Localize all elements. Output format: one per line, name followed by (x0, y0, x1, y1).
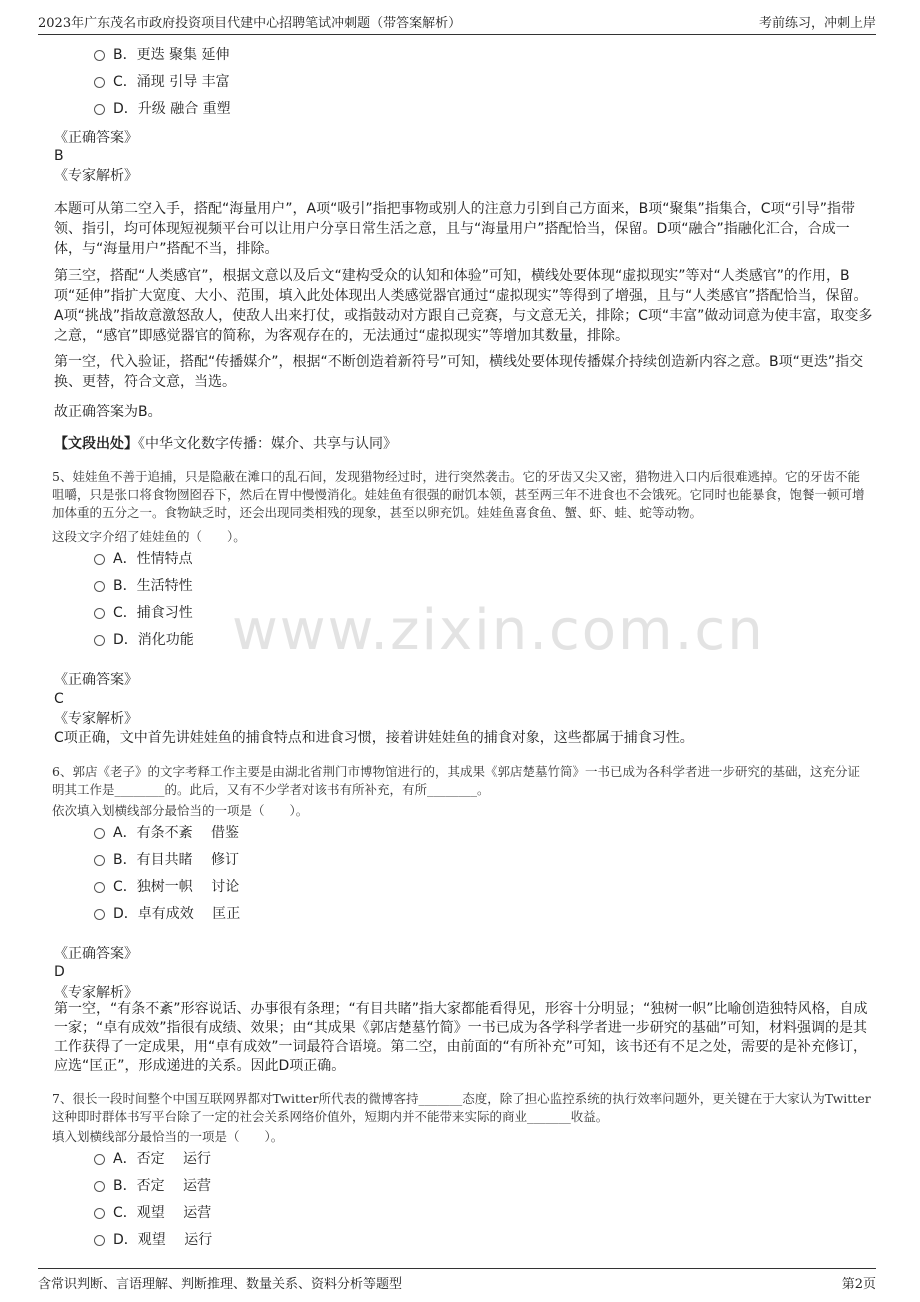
q4-answer-label: 《正确答案》 (54, 130, 138, 146)
document-title: 2023年广东茂名市政府投资项目代建中心招聘笔试冲刺题（带答案解析） (38, 16, 462, 31)
q5-answer-label: 《正确答案》 (54, 672, 138, 688)
q7-option-d[interactable]: D．观望 运行 (94, 1229, 212, 1251)
radio-icon[interactable] (94, 882, 105, 893)
page-number: 第2页 (841, 1277, 876, 1292)
q6-answer: D (54, 964, 65, 980)
q6-stem: 6、郭店《老子》的文字考释工作主要是由湖北省荆门市博物馆进行的，其成果《郭店楚墓竹简》一书已成为各科学者进一步研究的基础，这充分证明其工作是________的。此后，又有不少学者对该书有所补充，有所________。 (52, 764, 860, 797)
q4-option-c[interactable]: C．涌现 引导 丰富 (94, 71, 230, 93)
q5-option-d[interactable]: D．消化功能 (94, 629, 194, 651)
q4-analysis-paragraph: 第三空，搭配“人类感官”，根据文意以及后文“建构受众的认知和体验”可知，横线处要体现“虚拟现实”等对“人类感官”的作用，B项“延伸”指扩大宽度、大小、范围，填入此处体现出人类感觉器官通过“虚拟现实”等得到了增强，且与“人类感官”搭配恰当，保留。A项“挑战”指故意激怒敌人，使敌人出来打仗，或指鼓动对方跟自己竞赛，与文意无关，排除；C项“丰富”做动词意为使丰富，取变多之意，“感官”即感觉器官的简称，为客观存在的，无法通过“虚拟现实”等增加其数量，排除。 (54, 268, 873, 344)
radio-icon[interactable] (94, 1154, 105, 1165)
q4-conclusion: 故正确答案为B。 (54, 404, 162, 420)
radio-icon[interactable] (94, 50, 105, 61)
q5-option-c[interactable]: C．捕食习性 (94, 602, 193, 624)
radio-icon[interactable] (94, 608, 105, 619)
header-slogan: 考前练习，冲刺上岸 (758, 16, 876, 31)
q7-option-c[interactable]: C．观望 运营 (94, 1202, 211, 1224)
q6-analysis: 第一空，“有条不紊”形容说话、办事很有条理；“有目共睹”指大家都能看得见，形容十分明显；“独树一帜”比喻创造独特风格，自成一家；“卓有成效”指很有成绩、效果；由“其成果《郭店楚墓竹简》一书已成为各学科学者进一步研究的基础”可知，材料强调的是其工作获得了一定成果，用“卓有成效”一词最符合语境。第二空，由前面的“有所补充”可知，该书还有不足之处，需要的是补充修订，应选“匡正”，形成递进的关系。因此D项正确。 (54, 1001, 868, 1074)
radio-icon[interactable] (94, 855, 105, 866)
radio-icon[interactable] (94, 635, 105, 646)
q7-prompt: 填入划横线部分最恰当的一项是（ ）。 (52, 1129, 284, 1144)
q6-option-a[interactable]: A．有条不紊 借鉴 (94, 822, 239, 844)
source-tag: 【文段出处】 (54, 436, 138, 452)
q5-analysis: C项正确，文中首先讲娃娃鱼的捕食特点和进食习惯，接着讲娃娃鱼的捕食对象，这些都属于捕食习性。 (54, 730, 694, 746)
q7-option-b[interactable]: B．否定 运营 (94, 1175, 211, 1197)
page-header (38, 12, 876, 35)
q4-option-d[interactable]: D．升级 融合 重塑 (94, 98, 231, 120)
q6-option-b[interactable]: B．有目共睹 修订 (94, 849, 239, 871)
q7-stem: 7、很长一段时间整个中国互联网界都对Twitter所代表的微博客持_______态度，除了担心监控系统的执行效率问题外，更关键在于大家认为Twitter这种即时群体书写平台除了一定的社会关系网络价值外，短期内并不能带来实际的商业_______收益。 (52, 1091, 871, 1124)
q6-answer-label: 《正确答案》 (54, 946, 138, 962)
page-footer (38, 1268, 876, 1293)
q6-option-c[interactable]: C．独树一帜 讨论 (94, 876, 239, 898)
radio-icon[interactable] (94, 104, 105, 115)
radio-icon[interactable] (94, 909, 105, 920)
q4-source (54, 434, 397, 454)
q4-analysis-paragraph: 第一空，代入验证，搭配“传播媒介”，根据“不断创造着新符号”可知，横线处要体现传播媒介持续创造新内容之意。B项“更迭”指交换、更替，符合文意，当选。 (54, 354, 864, 390)
q5-option-a[interactable]: A．性情特点 (94, 548, 193, 570)
q6-prompt: 依次填入划横线部分最恰当的一项是（ ）。 (52, 803, 309, 818)
q5-option-b[interactable]: B．生活特性 (94, 575, 193, 597)
radio-icon[interactable] (94, 1235, 105, 1246)
q4-analysis-paragraph: 本题可从第二空入手，搭配“海量用户”，A项“吸引”指把事物或别人的注意力引到自己方面来，B项“聚集”指集合，C项“引导”指带领、指引，均可体现短视频平台可以让用户分享日常生活之意，且与“海量用户”搭配恰当，保留。D项“融合”指融化汇合，合成一体，与“海量用户”搭配不当，排除。 (54, 201, 855, 257)
footer-note: 含常识判断、言语理解、判断推理、数量关系、资料分析等题型 (38, 1277, 403, 1292)
watermark: www.zixin.com.cn (232, 598, 765, 663)
q5-stem: 5、娃娃鱼不善于追捕，只是隐蔽在滩口的乱石间，发现猎物经过时，进行突然袭击。它的牙齿又尖又密，猎物进入口内后很难逃掉。它的牙齿不能咀嚼，只是张口将食物囫囵吞下，然后在胃中慢慢消化。娃娃鱼有很强的耐饥本领，甚至两三年不进食也不会饿死。它同时也能暴食，饱餐一顿可增加体重的五分之一。食物缺乏时，还会出现同类相残的现象，甚至以卵充饥。娃娃鱼喜食鱼、蟹、虾、蛙、蛇等动物。 (52, 469, 865, 520)
q5-prompt: 这段文字介绍了娃娃鱼的（ ）。 (52, 529, 246, 544)
radio-icon[interactable] (94, 1208, 105, 1219)
source-title: 《中华文化数字传播：媒介、共享与认同》 (138, 436, 397, 452)
q6-analysis-label: 《专家解析》 (54, 985, 138, 1001)
radio-icon[interactable] (94, 1181, 105, 1192)
q5-analysis-label: 《专家解析》 (54, 711, 138, 727)
q6-option-d[interactable]: D．卓有成效 匡正 (94, 903, 240, 925)
q4-answer: B (54, 148, 64, 164)
q4-analysis-label: 《专家解析》 (54, 168, 138, 184)
radio-icon[interactable] (94, 554, 105, 565)
radio-icon[interactable] (94, 828, 105, 839)
q4-option-b[interactable]: B．更迭 聚集 延伸 (94, 44, 230, 66)
q5-answer: C (54, 691, 64, 707)
q7-option-a[interactable]: A．否定 运行 (94, 1148, 211, 1170)
radio-icon[interactable] (94, 77, 105, 88)
radio-icon[interactable] (94, 581, 105, 592)
